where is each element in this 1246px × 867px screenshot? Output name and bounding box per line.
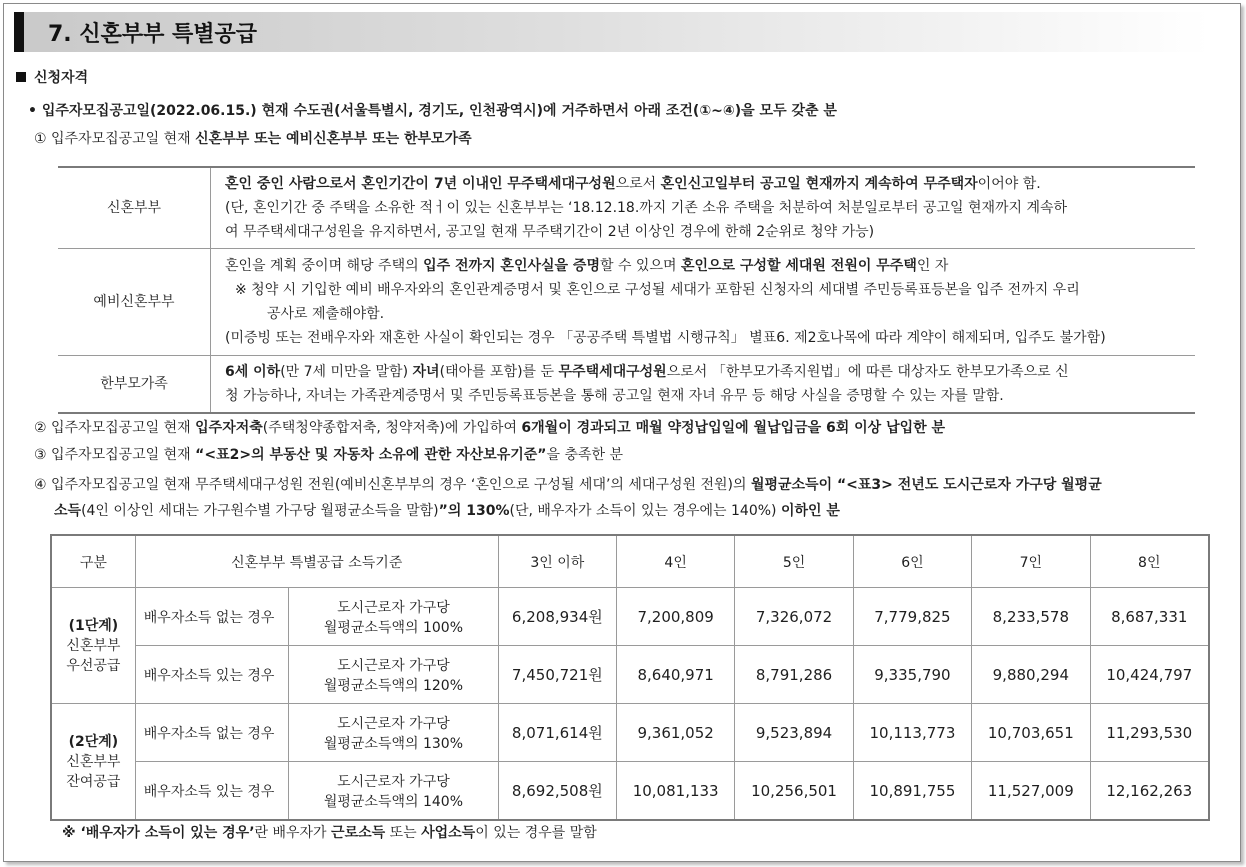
table-row: [58, 167, 1195, 249]
column-header: 신혼부부 특별공급 소득기준: [135, 535, 498, 588]
title-marker: [14, 12, 24, 52]
column-header: 7인: [972, 535, 1090, 588]
table-header-row: [51, 535, 1209, 588]
value-cell: 11,527,009: [972, 762, 1090, 821]
row-header: 예비신혼부부: [58, 249, 211, 356]
criterion-cell: 도시근로자 가구당 월평균소득액의 120%: [289, 646, 499, 704]
value-cell: 9,361,052: [616, 704, 734, 762]
value-cell: 11,293,530: [1090, 704, 1209, 762]
section-title-bar: [14, 12, 1210, 52]
value-cell: 7,326,072: [735, 588, 853, 646]
row-body: 혼인 중인 사람으로서 혼인기간이 7년 이내인 무주택세대구성원으로서 혼인신고일부터 공고일 현재까지 계속하여 무주택자이어야 함. (단, 혼인기간 중 주택을 소유한 적ㅓ이 있는 신혼부부는 ‘18.12.18.까지 기존 소유 주택을 처분하여 처분일로부터 공고일 현재까지 계속하 여 무주택세대구성원을 유지하면서, 공고일 현재 무주택기간이 2년 이상인 경우에 한해 2순위로 청약 가능): [211, 167, 1196, 249]
table-row: [51, 704, 1209, 762]
group-label: (2단계) 신혼부부 잔여공급: [51, 704, 135, 821]
spouse-income-cell: 배우자소득 없는 경우: [135, 704, 288, 762]
square-bullet-icon: [16, 72, 26, 82]
table-row: [58, 356, 1195, 414]
value-cell: 10,424,797: [1090, 646, 1209, 704]
condition-2: ② 입주자모집공고일 현재 입주자저축(주택청약종합저축, 청약저축)에 가입하여 6개월이 경과되고 매월 약정납입일에 월납입금을 6회 이상 납입한 분: [34, 420, 946, 436]
row-body: 혼인을 계획 중이며 해당 주택의 입주 전까지 혼인사실을 증명할 수 있으며 혼인으로 구성할 세대원 전원이 무주택인 자 ※ 청약 시 기입한 예비 배우자와의 혼인관계증명서 및 혼인으로 구성될 세대가 포함된 신청자의 세대별 주민등록표등본을 입주 전까지 우리 공사로 제출해야함. (미증빙 또는 전배우자와 재혼한 사실이 확인되는 경우 「공공주택 특별법 시행규칙」 별표6. 제2호나목에 따라 계약이 해제되며, 입주도 불가함): [211, 249, 1196, 356]
row-body: 6세 이하(만 7세 미만을 말함) 자녀(태아를 포함)를 둔 무주택세대구성원으로서 「한부모가족지원법」에 따른 대상자도 한부모가족으로 신 청 가능하나, 자녀는 가족관계증명서 및 주민등록표등본을 통해 공고일 현재 자녀 유무 등 해당 사실을 증명할 수 있는 자를 말함.: [211, 356, 1196, 414]
value-cell: 8,071,614원: [498, 704, 616, 762]
row-header: 한부모가족: [58, 356, 211, 414]
column-header: 5인: [735, 535, 853, 588]
section-title: 7. 신혼부부 특별공급: [48, 22, 257, 47]
bullet-line: • 입주자모집공고일(2022.06.15.) 현재 수도권(서울특별시, 경기도, 인천광역시)에 거주하면서 아래 조건(①~④)을 모두 갖춘 분: [28, 103, 837, 119]
condition-4: ④ 입주자모집공고일 현재 무주택세대구성원 전원(예비신혼부부의 경우 ‘혼인으로 구성될 세대’의 세대구성원 전원)의 월평균소득이 “<표3> 전년도 도시근로자 가구당 월평균 소득(4인 이상인 세대는 가구원수별 가구당 월평균소득을 말함)”의 130%(단, 배우자가 소득이 있는 경우에는 140%) 이하인 분: [34, 477, 1102, 519]
footnote: ※ ‘배우자가 소득이 있는 경우’란 배우자가 근로소득 또는 사업소득이 있는 경우를 말함: [62, 825, 597, 841]
value-cell: 12,162,263: [1090, 762, 1209, 821]
income-criteria-table: [50, 534, 1210, 821]
spouse-income-cell: 배우자소득 있는 경우: [135, 646, 288, 704]
value-cell: 7,779,825: [853, 588, 971, 646]
value-cell: 8,233,578: [972, 588, 1090, 646]
household-type-table: [58, 166, 1195, 414]
value-cell: 8,791,286: [735, 646, 853, 704]
value-cell: 10,891,755: [853, 762, 971, 821]
criterion-cell: 도시근로자 가구당 월평균소득액의 100%: [289, 588, 499, 646]
condition-1: ① 입주자모집공고일 현재 신혼부부 또는 예비신혼부부 또는 한부모가족: [34, 131, 472, 147]
criterion-cell: 도시근로자 가구당 월평균소득액의 140%: [289, 762, 499, 821]
table-row: [51, 762, 1209, 821]
group-label: (1단계) 신혼부부 우선공급: [51, 588, 135, 704]
column-header: 4인: [616, 535, 734, 588]
value-cell: 9,335,790: [853, 646, 971, 704]
spouse-income-cell: 배우자소득 없는 경우: [135, 588, 288, 646]
row-header: 신혼부부: [58, 167, 211, 249]
qualification-heading: 신청자격: [16, 68, 88, 88]
value-cell: 10,256,501: [735, 762, 853, 821]
column-header: 3인 이하: [498, 535, 616, 588]
table-row: [51, 588, 1209, 646]
table-row: [58, 249, 1195, 356]
value-cell: 10,081,133: [616, 762, 734, 821]
column-header: 8인: [1090, 535, 1209, 588]
column-header: 구분: [51, 535, 135, 588]
value-cell: 8,692,508원: [498, 762, 616, 821]
condition-3: ③ 입주자모집공고일 현재 “<표2>의 부동산 및 자동차 소유에 관한 자산보유기준”을 충족한 분: [34, 447, 624, 463]
spouse-income-cell: 배우자소득 있는 경우: [135, 762, 288, 821]
criterion-cell: 도시근로자 가구당 월평균소득액의 130%: [289, 704, 499, 762]
table-row: [51, 646, 1209, 704]
value-cell: 9,880,294: [972, 646, 1090, 704]
value-cell: 7,200,809: [616, 588, 734, 646]
value-cell: 7,450,721원: [498, 646, 616, 704]
value-cell: 8,687,331: [1090, 588, 1209, 646]
value-cell: 9,523,894: [735, 704, 853, 762]
value-cell: 8,640,971: [616, 646, 734, 704]
value-cell: 10,703,651: [972, 704, 1090, 762]
column-header: 6인: [853, 535, 971, 588]
value-cell: 10,113,773: [853, 704, 971, 762]
value-cell: 6,208,934원: [498, 588, 616, 646]
